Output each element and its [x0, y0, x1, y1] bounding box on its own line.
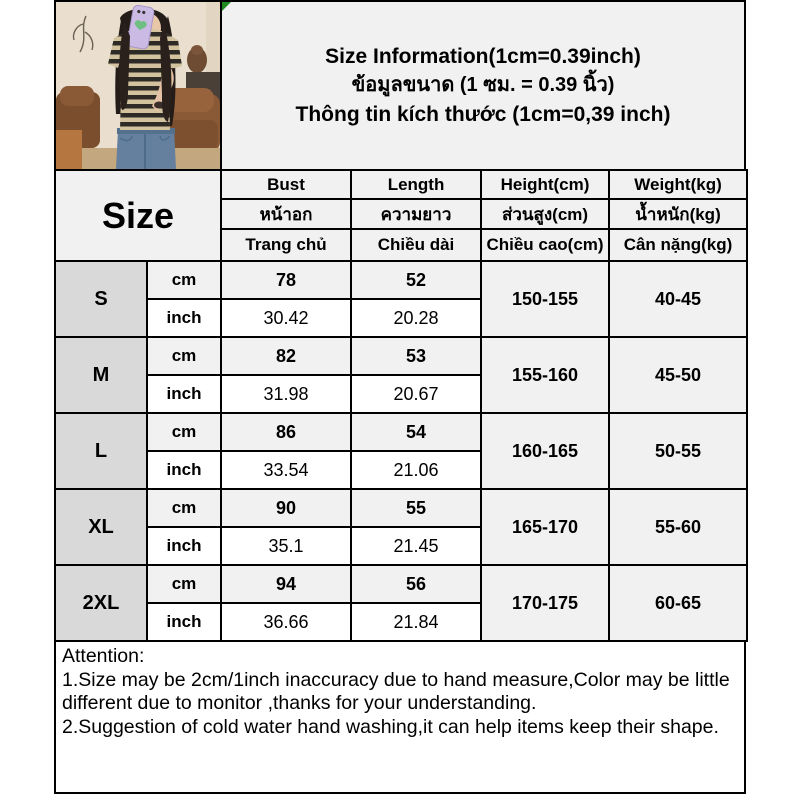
excel-error-indicator-icon	[222, 2, 231, 11]
xl-weight-range: 55-60	[609, 489, 747, 565]
attention-line-1: 1.Size may be 2cm/1inch inaccuracy due to hand measure,Color may be little different due to monitor ,thanks for your understanding.	[62, 668, 730, 714]
2xl-bust-cm: 94	[221, 565, 351, 603]
s-bust-inch: 30.42	[221, 299, 351, 337]
unit-label-cm: cm	[147, 261, 221, 299]
col-header-length-en: Length	[351, 170, 481, 199]
s-bust-cm: 78	[221, 261, 351, 299]
row-2xl-cm	[55, 565, 747, 603]
unit-label-inch: inch	[147, 451, 221, 489]
model-photo-illustration	[56, 2, 220, 169]
size-table	[54, 169, 748, 642]
row-l-cm	[55, 413, 747, 451]
xl-bust-cm: 90	[221, 489, 351, 527]
size-chart-sheet	[54, 0, 746, 794]
attention-heading: Attention:	[62, 645, 145, 667]
xl-height-range: 165-170	[481, 489, 609, 565]
m-weight-range: 45-50	[609, 337, 747, 413]
attention-notes	[54, 640, 746, 794]
col-header-weight-vi: Cân nặng(kg)	[609, 229, 747, 261]
size-header-cell: Size	[55, 170, 221, 261]
title-english: Size Information(1cm=0.39inch)	[325, 45, 641, 68]
title-vietnamese: Thông tin kích thước (1cm=0,39 inch)	[295, 103, 671, 126]
top-section	[54, 0, 746, 171]
m-height-range: 155-160	[481, 337, 609, 413]
row-s-cm	[55, 261, 747, 299]
col-header-bust-th: หน้าอก	[221, 199, 351, 229]
attention-line-2: 2.Suggestion of cold water hand washing,it can help items keep their shape.	[62, 715, 719, 738]
row-m-cm	[55, 337, 747, 375]
l-bust-inch: 33.54	[221, 451, 351, 489]
col-header-bust-en: Bust	[221, 170, 351, 199]
col-header-weight-en: Weight(kg)	[609, 170, 747, 199]
l-weight-range: 50-55	[609, 413, 747, 489]
2xl-weight-range: 60-65	[609, 565, 747, 641]
unit-label-inch: inch	[147, 603, 221, 641]
unit-label-inch: inch	[147, 375, 221, 413]
col-header-height-th: ส่วนสูง(cm)	[481, 199, 609, 229]
s-length-inch: 20.28	[351, 299, 481, 337]
size-info-title	[222, 0, 746, 171]
size-label-s: S	[55, 261, 147, 337]
unit-label-cm: cm	[147, 413, 221, 451]
unit-label-inch: inch	[147, 299, 221, 337]
col-header-weight-th: น้ำหนัก(kg)	[609, 199, 747, 229]
s-height-range: 150-155	[481, 261, 609, 337]
unit-label-cm: cm	[147, 337, 221, 375]
unit-label-inch: inch	[147, 527, 221, 565]
s-length-cm: 52	[351, 261, 481, 299]
size-label-xl: XL	[55, 489, 147, 565]
xl-length-cm: 55	[351, 489, 481, 527]
col-header-length-vi: Chiều dài	[351, 229, 481, 261]
m-bust-cm: 82	[221, 337, 351, 375]
col-header-height-en: Height(cm)	[481, 170, 609, 199]
2xl-length-inch: 21.84	[351, 603, 481, 641]
title-thai: ข้อมูลขนาด (1 ซม. = 0.39 นิ้ว)	[351, 74, 615, 96]
size-label-2xl: 2XL	[55, 565, 147, 641]
product-photo	[54, 0, 222, 171]
col-header-length-th: ความยาว	[351, 199, 481, 229]
col-header-bust-vi: Trang chủ	[221, 229, 351, 261]
header-row-english	[55, 170, 747, 199]
xl-bust-inch: 35.1	[221, 527, 351, 565]
size-label-m: M	[55, 337, 147, 413]
l-height-range: 160-165	[481, 413, 609, 489]
size-label-l: L	[55, 413, 147, 489]
unit-label-cm: cm	[147, 565, 221, 603]
row-xl-cm	[55, 489, 747, 527]
m-length-cm: 53	[351, 337, 481, 375]
unit-label-cm: cm	[147, 489, 221, 527]
l-bust-cm: 86	[221, 413, 351, 451]
xl-length-inch: 21.45	[351, 527, 481, 565]
col-header-height-vi: Chiều cao(cm)	[481, 229, 609, 261]
s-weight-range: 40-45	[609, 261, 747, 337]
2xl-length-cm: 56	[351, 565, 481, 603]
m-length-inch: 20.67	[351, 375, 481, 413]
l-length-inch: 21.06	[351, 451, 481, 489]
m-bust-inch: 31.98	[221, 375, 351, 413]
2xl-bust-inch: 36.66	[221, 603, 351, 641]
l-length-cm: 54	[351, 413, 481, 451]
2xl-height-range: 170-175	[481, 565, 609, 641]
